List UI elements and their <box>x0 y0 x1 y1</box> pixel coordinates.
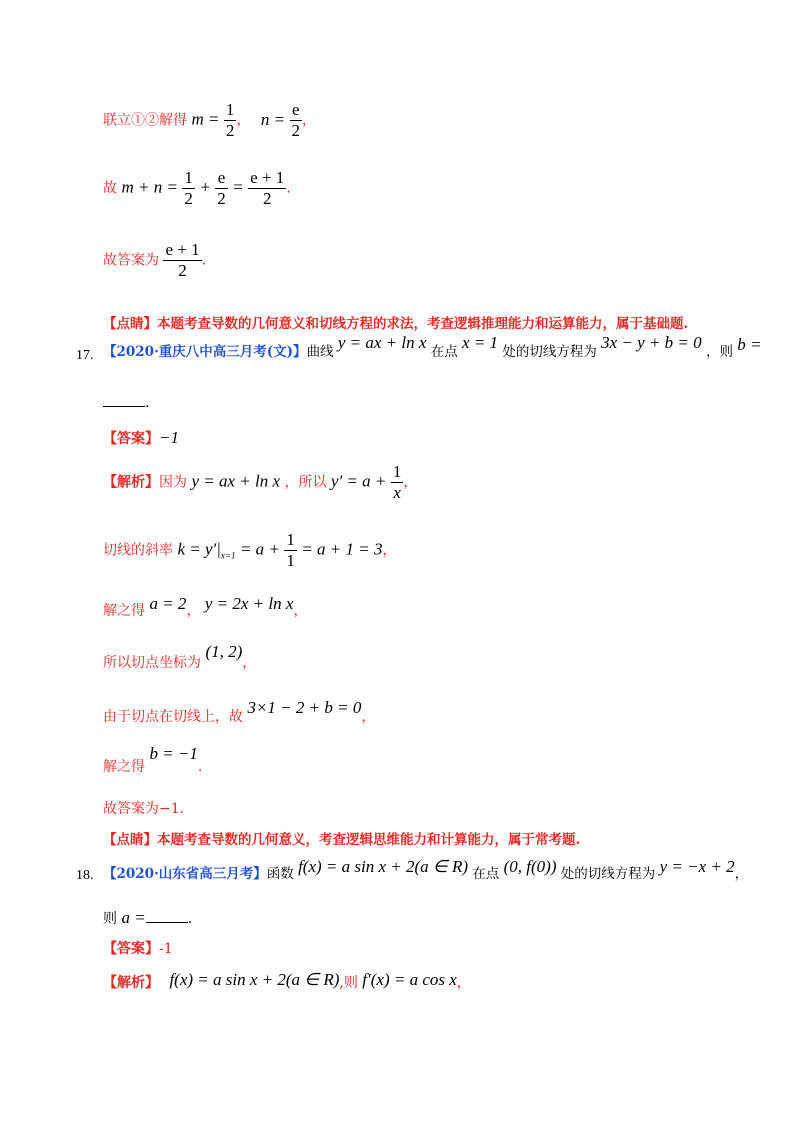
text: 函数 <box>266 866 294 882</box>
text: 故答案为 <box>103 252 159 269</box>
jiexi-17-line3: 解之得 a = 2， y = 2x + ln x， <box>103 594 308 619</box>
question-18-stem: 【2020·山东省高三月考】函数 f(x) = a sin x + 2(a ∈ R) 在点 (0, f(0)) 处的切线方程为 y = −x + 2， <box>103 857 749 882</box>
math: f′(x) = a cos x <box>362 970 457 989</box>
remark-17: 【点睛】本题考查导数的几何意义，考查逻辑思维能力和计算能力，属于常考题. <box>103 832 581 848</box>
math: a = <box>121 908 146 927</box>
math: f(x) = a sin x + 2(a ∈ R) <box>169 970 340 989</box>
jiexi-17-line1: 【解析】因为 y = ax + ln x ，所以 y′ = a + $\frac{1}{x}$ ， <box>103 462 418 502</box>
answer: -1 <box>159 941 173 957</box>
label: 【答案】 <box>103 431 159 447</box>
answer: −1 <box>159 428 179 447</box>
math: y = −x + 2 <box>659 857 735 876</box>
text: 切线的斜率 <box>103 542 173 559</box>
math: = a + <box>239 539 280 559</box>
text: ，则 <box>705 344 733 360</box>
fraction: $\frac{1}{x}$ <box>392 462 402 502</box>
jiexi-17-line6: 解之得 b = −1. <box>103 744 203 775</box>
fraction: $\frac{1}{2}$ <box>184 168 193 208</box>
fraction: $\frac{1}{1}$ <box>286 530 295 570</box>
text: 解之得 <box>103 759 145 775</box>
jiexi-18-line1: 【解析】 f(x) = a sin x + 2(a ∈ R),则 f′(x) = a cos x， <box>103 970 471 991</box>
text: 在点 <box>430 344 458 360</box>
answer-blank <box>146 910 188 923</box>
fraction: $\frac{1}{2}$ <box>225 100 235 140</box>
line-m-plus-n: 故 m + n = $\frac{1}{2}$ + $\frac{e}{2}$ = $\frac{e + 1}{2}$ . <box>103 168 291 208</box>
text: 联立①②解得 <box>103 112 187 129</box>
text: 所以切点坐标为 <box>103 655 201 671</box>
jiexi-17-line7: 故答案为−1. <box>103 801 185 817</box>
math: 3x − y + b = 0 <box>601 333 702 352</box>
text: 处的切线方程为 <box>560 866 656 882</box>
math: x = 1 <box>462 333 499 352</box>
text: ，所以 <box>284 474 327 491</box>
source: 【2020·重庆八中高三月考(文)】 <box>103 344 307 360</box>
blank-18: 则 a = . <box>103 908 193 927</box>
fraction: $\frac{e}{2}$ <box>217 168 226 208</box>
text: 曲线 <box>306 344 334 360</box>
math: y = ax + ln x <box>191 471 281 491</box>
text: 因为 <box>159 474 187 491</box>
answer-17 <box>103 428 179 448</box>
math: = <box>232 177 244 197</box>
fraction: $\frac{e + 1}{2}$ <box>165 240 200 280</box>
math: n = <box>260 109 286 129</box>
source: 【2020·山东省高三月考】 <box>103 866 267 882</box>
text: 在点 <box>472 866 500 882</box>
line-solve-m-n: 联立①②解得 m = $\frac{1}{2}$ ， n = $\frac{e}{2}$ ， <box>103 100 317 140</box>
line-answer: 故答案为 $\frac{e + 1}{2}$ . <box>103 240 207 280</box>
answer-blank <box>103 394 145 407</box>
label: 【解析】 <box>103 975 159 991</box>
blank-17: . <box>103 394 149 411</box>
math: f(x) = a sin x + 2(a ∈ R) <box>298 857 469 876</box>
remark-16: 【点睛】本题考查导数的几何意义和切线方程的求法，考查逻辑推理能力和运算能力，属于基础题. <box>103 316 689 332</box>
math: x=1 <box>220 550 236 561</box>
text: 则 <box>103 911 117 927</box>
text: 解之得 <box>103 603 145 619</box>
math: m = <box>191 109 220 129</box>
math: = a + 1 = 3 <box>301 539 383 559</box>
question-number-18: 18. <box>76 868 94 883</box>
math: 3×1 − 2 + b = 0 <box>247 698 362 717</box>
math: (0, f(0)) <box>503 857 557 876</box>
jiexi-17-line4: 所以切点坐标为 (1, 2)， <box>103 642 257 671</box>
label: 【解析】 <box>103 474 159 491</box>
fraction: $\frac{e + 1}{2}$ <box>250 168 285 208</box>
text: 故 <box>103 180 117 197</box>
jiexi-17-line2: 切线的斜率 $k = y'|_{x=1} = a$ + $\frac{1}{1}$ = a + 1 = 3， <box>103 530 397 570</box>
math: (1, 2) <box>205 642 243 661</box>
math: m + n = <box>121 177 178 197</box>
jiexi-17-line5: 由于切点在切线上，故 3×1 − 2 + b = 0， <box>103 698 376 725</box>
math: b = <box>737 335 762 354</box>
math: b = −1 <box>149 744 198 763</box>
math: a = 2 <box>149 594 187 613</box>
math: y′ = a + <box>330 471 387 491</box>
question-number-17: 17. <box>76 348 94 363</box>
label: 【答案】 <box>103 941 159 957</box>
text: 处的切线方程为 <box>502 344 597 360</box>
math: k = y′| <box>177 539 221 559</box>
text: 由于切点在切线上，故 <box>103 709 243 725</box>
question-17-stem <box>103 333 762 361</box>
math: y = ax + ln x <box>337 333 427 352</box>
fraction: $\frac{e}{2}$ <box>291 100 301 140</box>
math: y = 2x + ln x <box>204 594 294 613</box>
answer-18 <box>103 938 173 958</box>
math: + <box>199 177 211 197</box>
text: ,则 <box>339 975 358 991</box>
